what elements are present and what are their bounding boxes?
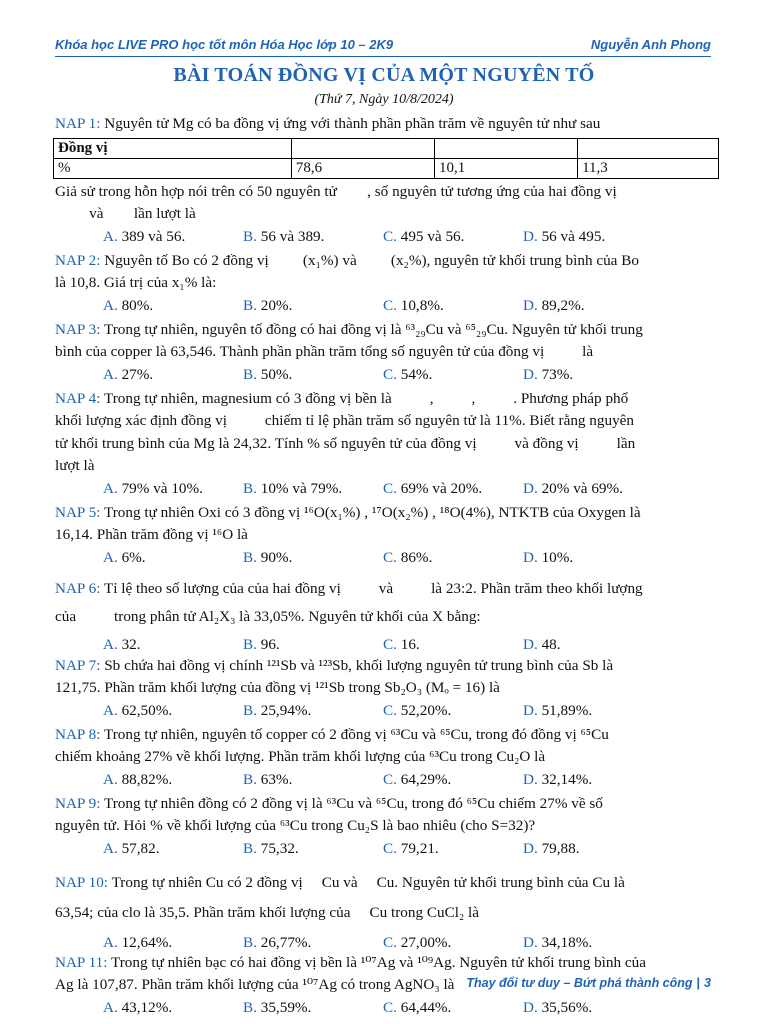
question-8 [55, 724, 713, 791]
answer-options [55, 997, 713, 1019]
table-row [54, 158, 719, 178]
table-cell: 11,3 [578, 158, 719, 178]
answer-option[interactable] [243, 364, 383, 386]
course-title: Khóa học LIVE PRO học tốt môn Hóa Học lớp 10 – 2K9 [55, 37, 394, 52]
option-letter: D. [523, 479, 538, 497]
answer-option[interactable] [103, 295, 243, 317]
option-letter: D. [523, 635, 538, 653]
option-letter: D. [523, 548, 538, 566]
answer-options [55, 700, 713, 722]
option-value: 86%. [400, 548, 433, 566]
answer-options [55, 295, 713, 317]
option-value: 69% và 20%. [400, 479, 483, 497]
question-text: lượt là [55, 457, 95, 474]
option-value: 389 và 56. [121, 227, 186, 245]
question-text-line [55, 898, 713, 928]
question-text: Ag là 107,87. Phần trăm khối lượng của ¹⁰⁷Ag có trong AgNO₃ là [55, 976, 455, 993]
answer-option[interactable] [383, 547, 523, 569]
question-text-line [55, 746, 713, 769]
answer-option[interactable] [103, 478, 243, 500]
question-label: NAP 4: [55, 389, 101, 407]
answer-option[interactable] [383, 997, 523, 1019]
question-text-line [55, 250, 713, 273]
option-letter: D. [523, 933, 538, 951]
question-text: Trong tự nhiên, nguyên tố đồng có hai đồng vị là ⁶³₂₉Cu và ⁶⁵₂₉Cu. Nguyên tử khối trung [103, 320, 643, 338]
question-text-line [55, 655, 713, 678]
answer-option[interactable] [243, 838, 383, 860]
question-text-line [55, 388, 713, 411]
question-text: Trong tự nhiên đồng có 2 đồng vị là ⁶³Cu và ⁶⁵Cu, trong đó ⁶⁵Cu chiếm 27% về số [103, 794, 603, 812]
option-letter: C. [383, 296, 397, 314]
option-letter: D. [523, 227, 538, 245]
answer-option[interactable] [243, 226, 383, 248]
option-value: 35,59%. [260, 998, 312, 1016]
option-value: 12,64%. [121, 933, 173, 951]
question-text: Giả sử trong hỗn hợp nói trên có 50 nguyên tử , số nguyên tử tương ứng của hai đồng vị [55, 182, 617, 200]
option-letter: B. [243, 998, 257, 1016]
question-label: NAP 5: [55, 503, 101, 521]
page-number: 3 [704, 976, 711, 990]
table-row [54, 138, 719, 158]
question-2 [55, 250, 713, 317]
question-text: 63,54; của clo là 35,5. Phần trăm khối lượng của Cu trong CuCl₂ là [55, 903, 479, 921]
question-9 [55, 793, 713, 860]
option-letter: C. [383, 548, 397, 566]
option-value: 79,88. [541, 839, 580, 857]
option-value: 79% và 10%. [121, 479, 203, 497]
option-letter: D. [523, 701, 538, 719]
option-value: 48. [541, 635, 561, 653]
option-value: 16. [400, 635, 420, 653]
answer-options [55, 928, 713, 950]
option-letter: D. [523, 365, 538, 383]
option-value: 35,56%. [541, 998, 593, 1016]
answer-option[interactable] [523, 631, 663, 653]
question-text: Trong tự nhiên, nguyên tố copper có 2 đồng vị ⁶³Cu và ⁶⁵Cu, trong đó đồng vị ⁶⁵Cu [103, 725, 609, 743]
question-text-line [55, 203, 713, 226]
answer-options [55, 547, 713, 569]
question-text: bình của copper là 63,546. Thành phần phần trăm tổng số nguyên tử của đồng vị là [55, 343, 594, 360]
table-cell: 10,1 [434, 158, 577, 178]
answer-option[interactable] [103, 997, 243, 1019]
answer-option[interactable] [103, 928, 243, 950]
option-value: 26,77%. [260, 933, 312, 951]
option-letter: C. [383, 770, 397, 788]
question-text-line [55, 455, 713, 478]
option-value: 25,94%. [260, 701, 312, 719]
option-letter: C. [383, 635, 397, 653]
question-text: Trong tự nhiên bạc có hai đồng vị bền là ¹⁰⁷Ag và ¹⁰⁹Ag. Nguyên tử khối trung bình của [111, 953, 646, 971]
question-list [55, 113, 713, 1021]
question-text: 121,75. Phần trăm khối lượng của đồng vị ¹²¹Sb trong Sb₂O₃ (Mₒ = 16) là [55, 679, 500, 696]
option-value: 495 và 56. [400, 227, 465, 245]
option-letter: D. [523, 998, 538, 1016]
option-value: 96. [260, 635, 280, 653]
answer-option[interactable] [383, 226, 523, 248]
option-value: 89,2%. [541, 296, 585, 314]
author-name: Nguyễn Anh Phong [590, 37, 711, 52]
answer-option[interactable] [103, 226, 243, 248]
question-label: NAP 10: [55, 873, 109, 891]
answer-option[interactable] [523, 700, 663, 722]
answer-option[interactable] [383, 478, 523, 500]
option-letter: C. [383, 479, 397, 497]
question-text-line [55, 433, 713, 456]
footer-separator: | [696, 976, 701, 990]
question-text: của trong phân tử Al₂X₃ là 33,05%. Nguyên tử khối của X bằng: [55, 607, 481, 625]
option-value: 50%. [260, 365, 293, 383]
answer-option[interactable] [103, 769, 243, 791]
table-cell: % [54, 158, 292, 178]
option-value: 51,89%. [541, 701, 593, 719]
question-text-line [55, 677, 713, 700]
option-letter: D. [523, 770, 538, 788]
option-value: 73%. [541, 365, 574, 383]
option-letter: B. [243, 365, 257, 383]
option-letter: C. [383, 227, 397, 245]
answer-option[interactable] [523, 478, 663, 500]
question-text-line [55, 113, 713, 136]
option-letter: A. [103, 839, 118, 857]
question-text: Sb chứa hai đồng vị chính ¹²¹Sb và ¹²³Sb, khối lượng nguyên tử trung bình của Sb là [104, 656, 614, 674]
table-cell [434, 138, 577, 158]
option-letter: C. [383, 365, 397, 383]
question-10 [55, 868, 713, 950]
option-letter: A. [103, 998, 118, 1016]
question-text: Trong tự nhiên, magnesium có 3 đồng vị bền là , , . Phương pháp phổ [103, 389, 629, 407]
answer-option[interactable] [523, 997, 663, 1019]
option-letter: A. [103, 933, 118, 951]
answer-option[interactable] [383, 838, 523, 860]
option-value: 88,82%. [121, 770, 173, 788]
question-text-line [55, 868, 713, 898]
question-text-line [55, 272, 713, 295]
page-footer [466, 976, 711, 990]
answer-option[interactable] [523, 295, 663, 317]
option-value: 54%. [400, 365, 433, 383]
answer-option[interactable] [103, 631, 243, 653]
answer-options [55, 769, 713, 791]
question-text-line [55, 724, 713, 747]
question-text-line [55, 502, 713, 525]
option-value: 20% và 69%. [541, 479, 623, 497]
answer-option[interactable] [383, 364, 523, 386]
option-value: 56 và 495. [541, 227, 606, 245]
option-value: 80%. [121, 296, 154, 314]
answer-options [55, 478, 713, 500]
answer-option[interactable] [103, 547, 243, 569]
question-text-line [55, 603, 713, 631]
question-3 [55, 319, 713, 386]
question-text-line [55, 793, 713, 816]
answer-option[interactable] [383, 631, 523, 653]
question-7 [55, 655, 713, 722]
answer-options [55, 631, 713, 653]
answer-option[interactable] [243, 928, 383, 950]
answer-option[interactable] [243, 631, 383, 653]
answer-options [55, 226, 713, 248]
question-text: tử khối trung bình của Mg là 24,32. Tính % số nguyên tử của đồng vị và đồng vị lần [55, 434, 636, 452]
table-cell: 78,6 [291, 158, 434, 178]
option-value: 63%. [260, 770, 293, 788]
answer-option[interactable] [523, 547, 663, 569]
question-text: Trong tự nhiên Cu có 2 đồng vị Cu và Cu. Nguyên tử khối trung bình của Cu là [111, 873, 625, 891]
question-text: 16,14. Phần trăm đồng vị ¹⁶O là [55, 526, 248, 543]
option-letter: A. [103, 635, 118, 653]
question-text-line [55, 410, 713, 433]
page-title: BÀI TOÁN ĐỒNG VỊ CỦA MỘT NGUYÊN TỐ [173, 64, 595, 86]
question-label: NAP 9: [55, 794, 101, 812]
question-label: NAP 6: [55, 579, 101, 597]
table-cell [578, 138, 719, 158]
footer-slogan: Thay đổi tư duy – Bứt phá thành công [466, 976, 693, 990]
option-letter: B. [243, 296, 257, 314]
option-value: 64,44%. [400, 998, 452, 1016]
option-value: 32,14%. [541, 770, 593, 788]
option-letter: A. [103, 701, 118, 719]
option-letter: B. [243, 548, 257, 566]
question-label: NAP 7: [55, 656, 101, 674]
option-value: 10,8%. [400, 296, 444, 314]
option-letter: A. [103, 770, 118, 788]
option-letter: B. [243, 839, 257, 857]
question-label: NAP 2: [55, 251, 101, 269]
question-text: Trong tự nhiên Oxi có 3 đồng vị ¹⁶O(x₁%) , ¹⁷O(x₂%) , ¹⁸O(4%), NTKTB của Oxygen là [103, 503, 641, 521]
question-text: và lần lượt là [55, 205, 196, 222]
isotope-table [53, 138, 719, 179]
answer-option[interactable] [523, 769, 663, 791]
answer-options [55, 364, 713, 386]
question-text-line [55, 815, 713, 838]
question-4 [55, 388, 713, 500]
option-value: 6%. [121, 548, 146, 566]
option-value: 57,82. [121, 839, 160, 857]
question-text-line [55, 524, 713, 547]
table-cell [291, 138, 434, 158]
answer-option[interactable] [103, 364, 243, 386]
question-text: là 10,8. Giá trị của x₁% là: [55, 274, 217, 291]
answer-option[interactable] [243, 700, 383, 722]
question-label: NAP 1: [55, 115, 101, 132]
option-value: 64,29%. [400, 770, 452, 788]
answer-option[interactable] [243, 769, 383, 791]
question-label: NAP 8: [55, 725, 101, 743]
question-1 [55, 113, 713, 248]
option-letter: B. [243, 701, 257, 719]
answer-option[interactable] [383, 928, 523, 950]
question-text: chiếm khoảng 27% về khối lượng. Phần trăm khối lượng của ⁶³Cu trong Cu₂O là [55, 748, 546, 765]
option-letter: C. [383, 701, 397, 719]
option-letter: D. [523, 296, 538, 314]
question-text: nguyên tử. Hỏi % về khối lượng của ⁶³Cu trong Cu₂S là bao nhiêu (cho S=32)? [55, 817, 536, 834]
question-text-line [55, 341, 713, 364]
question-text: Tỉ lệ theo số lượng của của hai đồng vị và là 23:2. Phần trăm theo khối lượng [103, 579, 643, 597]
option-value: 32. [121, 635, 141, 653]
table-cell: Đồng vị [54, 138, 292, 158]
option-letter: C. [383, 933, 397, 951]
option-letter: A. [103, 365, 118, 383]
page-date: (Thứ 7, Ngày 10/8/2024) [314, 92, 454, 107]
option-letter: D. [523, 839, 538, 857]
page-header [55, 36, 711, 57]
option-value: 34,18%. [541, 933, 593, 951]
question-text-line [55, 319, 713, 342]
answer-option[interactable] [523, 928, 663, 950]
option-letter: A. [103, 296, 118, 314]
question-text-line [55, 575, 713, 603]
question-text-line [55, 952, 713, 975]
answer-option[interactable] [243, 478, 383, 500]
question-text: Nguyên tố Bo có 2 đồng vị (x₁%) và (x₂%), nguyên tử khối trung bình của Bo [104, 251, 639, 269]
option-value: 20%. [260, 296, 293, 314]
answer-option[interactable] [523, 364, 663, 386]
answer-option[interactable] [103, 838, 243, 860]
option-letter: A. [103, 227, 118, 245]
option-value: 75,32. [260, 839, 299, 857]
option-letter: C. [383, 998, 397, 1016]
option-value: 27%. [121, 365, 154, 383]
question-6 [55, 575, 713, 653]
answer-option[interactable] [523, 226, 663, 248]
answer-option[interactable] [523, 838, 663, 860]
answer-option[interactable] [243, 997, 383, 1019]
option-value: 43,12%. [121, 998, 173, 1016]
question-5 [55, 502, 713, 569]
option-value: 62,50%. [121, 701, 173, 719]
answer-option[interactable] [243, 295, 383, 317]
option-letter: C. [383, 839, 397, 857]
answer-option[interactable] [383, 769, 523, 791]
option-value: 56 và 389. [260, 227, 325, 245]
question-text: Nguyên tử Mg có ba đồng vị ứng với thành phần phần trăm về nguyên tử như sau [104, 115, 601, 132]
option-letter: B. [243, 635, 257, 653]
answer-option[interactable] [103, 700, 243, 722]
option-letter: B. [243, 933, 257, 951]
answer-option[interactable] [243, 547, 383, 569]
option-value: 27,00%. [400, 933, 452, 951]
question-text-line [55, 181, 713, 204]
option-letter: B. [243, 479, 257, 497]
option-value: 52,20%. [400, 701, 452, 719]
answer-option[interactable] [383, 700, 523, 722]
question-label: NAP 11: [55, 953, 108, 971]
question-text: khối lượng xác định đồng vị chiếm tỉ lệ phần trăm số nguyên tử là 11%. Biết rằng nguyên [55, 412, 635, 429]
option-letter: A. [103, 479, 118, 497]
option-letter: B. [243, 770, 257, 788]
answer-option[interactable] [383, 295, 523, 317]
question-label: NAP 3: [55, 320, 101, 338]
answer-options [55, 838, 713, 860]
option-letter: B. [243, 227, 257, 245]
option-value: 10% và 79%. [260, 479, 343, 497]
option-value: 10%. [541, 548, 574, 566]
option-value: 90%. [260, 548, 293, 566]
option-letter: A. [103, 548, 118, 566]
option-value: 79,21. [400, 839, 439, 857]
